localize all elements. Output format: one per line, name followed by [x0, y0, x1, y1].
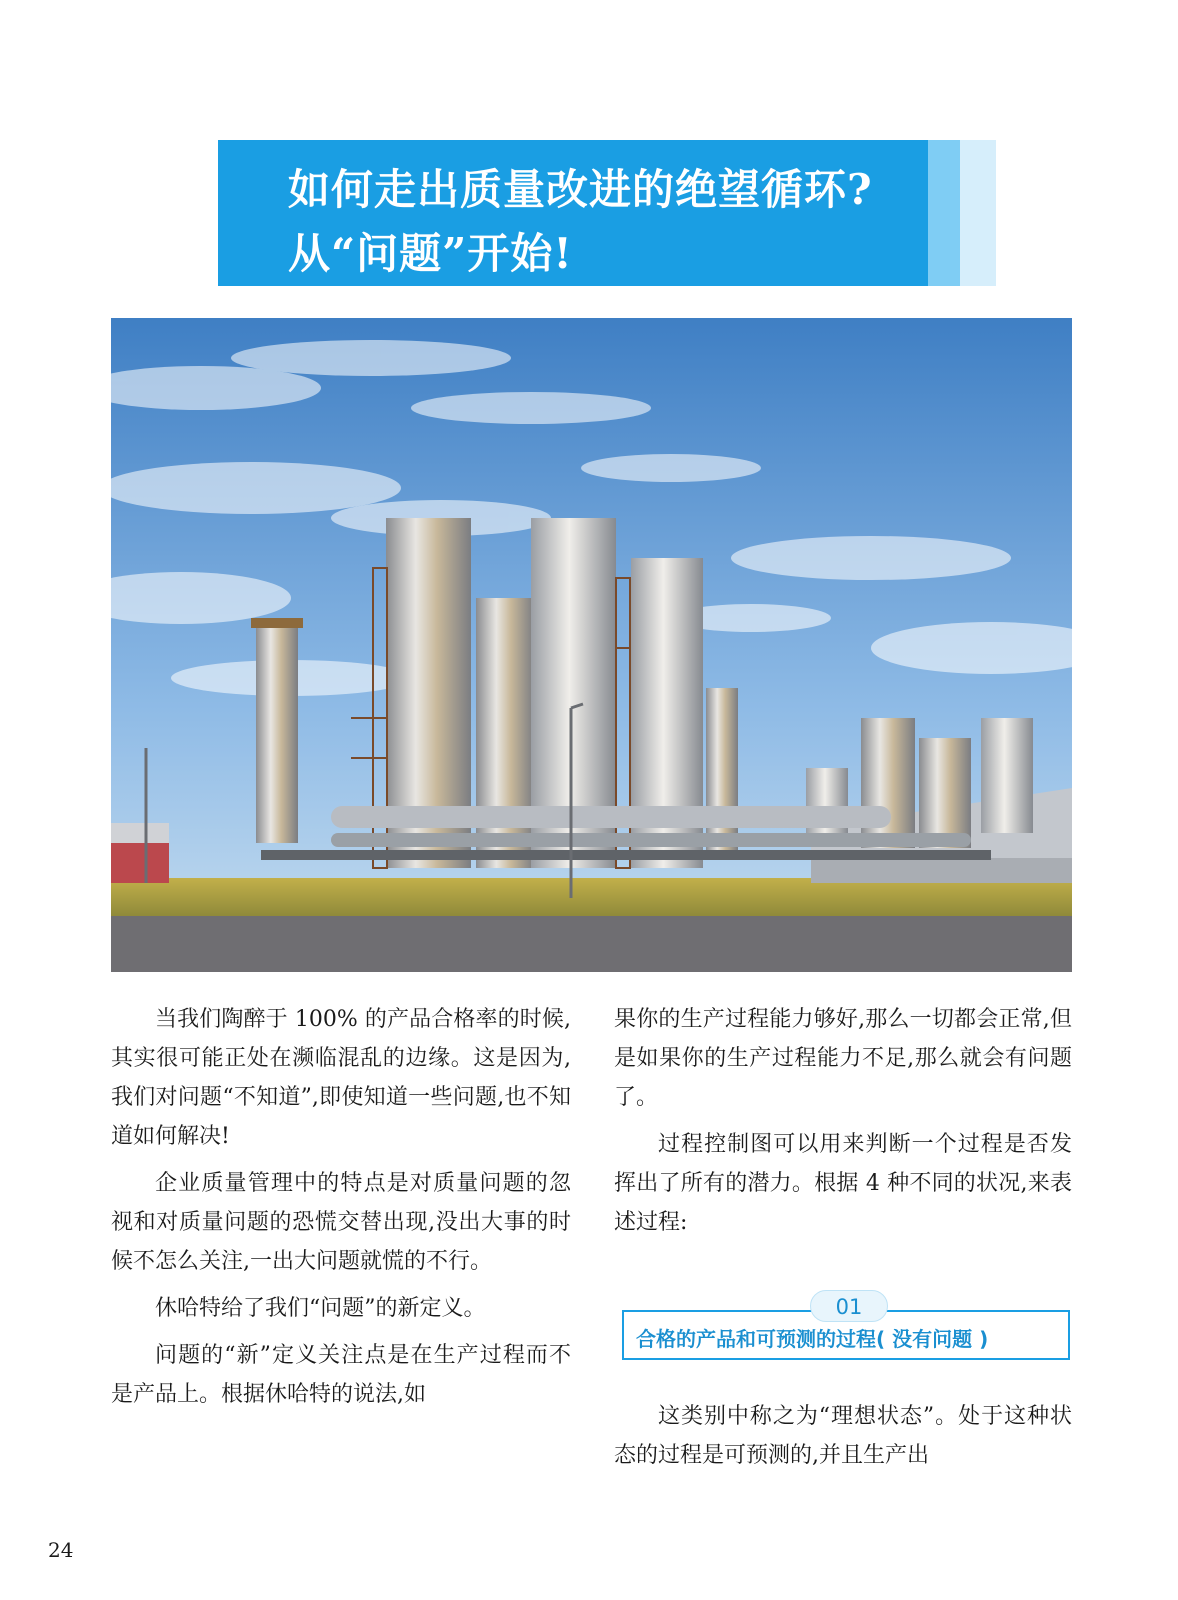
paragraph: 休哈特给了我们“问题”的新定义。 — [155, 1296, 486, 1321]
paragraph: 企业质量管理中的特点是对质量问题的忽视和对质量问题的恐慌交替出现,没出大事的时候不怎么关注,一出大问题就慌的不行。 — [111, 1171, 571, 1274]
right-text-column — [614, 1000, 1072, 1250]
title-line-1: 如何走出质量改进的绝望循环? — [288, 165, 873, 214]
factory-photo — [111, 318, 1072, 972]
section-heading-label: 合格的产品和可预测的过程( 没有问题 ) — [636, 1327, 989, 1351]
right-text-column-lower — [614, 1397, 1072, 1483]
paragraph: 过程控制图可以用来判断一个过程是否发挥出了所有的潜力。根据 4 种不同的状况,来表述过程: — [614, 1132, 1072, 1235]
paragraph-continuation: 果你的生产过程能力够好,那么一切都会正常,但是如果你的生产过程能力不足,那么就会有问题了。 — [614, 1007, 1072, 1110]
page-title — [288, 158, 928, 286]
left-text-column — [111, 1000, 571, 1422]
section-number-badge: 01 — [810, 1290, 888, 1322]
title-stripe-pale — [960, 140, 996, 286]
paragraph: 问题的“新”定义关注点是在生产过程而不是产品上。根据休哈特的说法,如 — [111, 1343, 571, 1407]
title-stripe-light — [928, 140, 960, 286]
paragraph: 当我们陶醉于 100% 的产品合格率的时候,其实很可能正处在濒临混乱的边缘。这是因为,我们对问题“不知道”,即使知道一些问题,也不知道如何解决! — [111, 1007, 571, 1149]
page-number: 24 — [48, 1538, 74, 1562]
title-line-2: 从“问题”开始! — [288, 229, 573, 278]
title-banner — [218, 140, 988, 286]
paragraph: 这类别中称之为“理想状态”。处于这种状态的过程是可预测的,并且生产出 — [614, 1404, 1072, 1468]
factory-illustration — [111, 318, 1072, 972]
